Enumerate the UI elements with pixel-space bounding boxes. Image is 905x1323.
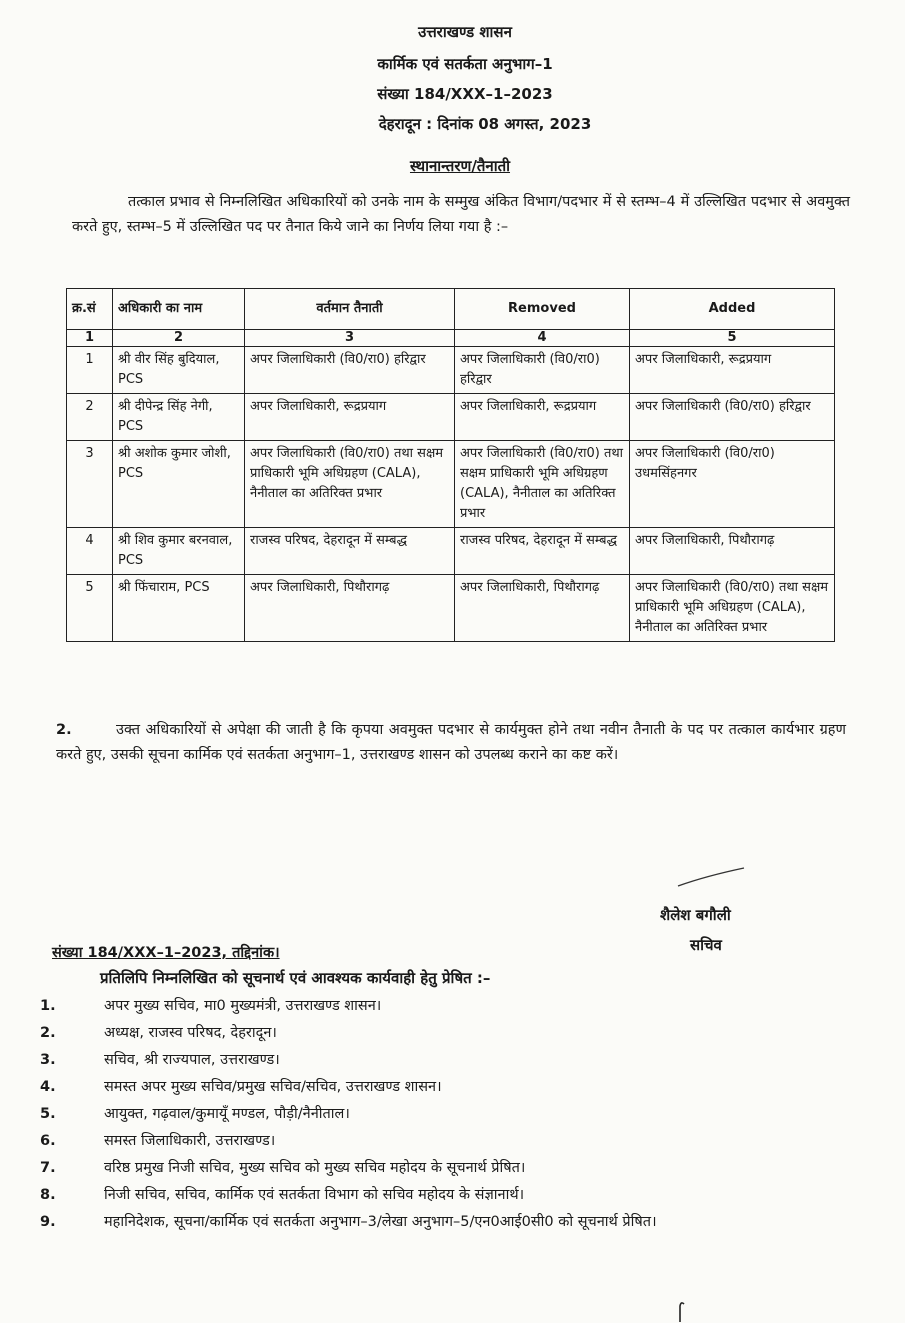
list-item-number: 8. [40,1187,56,1203]
header-sno: क्र.सं [67,289,113,330]
copy-intro: प्रतिलिपि निम्नलिखित को सूचनार्थ एवं आवश्यक कार्यवाही हेतु प्रेषित :– [100,969,491,987]
list-item [40,1104,840,1125]
paragraph-2-text: उक्त अधिकारियों से अपेक्षा की जाती है कि कृपया अवमुक्त पदभार से कार्यमुक्त होने तथा नवीन तैनाती के पद पर तत्काल कार्यभार ग्रहण करते हुए, उसकी सूचना कार्मिक एवं सतर्कता अनुभाग–1, उत्तराखण्ड शासन को उपलब्ध कराने का कष्ट करें। [56,722,846,763]
table-row [67,575,835,642]
table-row [67,347,835,394]
cell-removed: अपर जिलाधिकारी (वि0/रा0) तथा सक्षम प्राधिकारी भूमि अधिग्रहण (CALA), नैनीताल का अतिरिक्त प्रभार [455,441,630,528]
department-heading: कार्मिक एवं सतर्कता अनुभाग–1 [377,55,553,73]
copy-list [40,996,840,1239]
cell-current: अपर जिलाधिकारी, पिथौरागढ़ [245,575,455,642]
cell-sno: 2 [67,394,113,441]
list-item [40,1131,840,1152]
cell-sno: 3 [67,441,113,528]
cell-removed: अपर जिलाधिकारी, रूद्रप्रयाग [455,394,630,441]
transfer-table [66,288,835,642]
list-item [40,1185,840,1206]
header-added: Added [630,289,835,330]
list-item-number: 2. [40,1025,56,1041]
header-name: अधिकारी का नाम [113,289,245,330]
list-item-number: 1. [40,998,56,1014]
cell-removed: राजस्व परिषद, देहरादून में सम्बद्ध [455,528,630,575]
list-item-number: 6. [40,1133,56,1149]
list-item [40,996,840,1017]
cell-name: श्री वीर सिंह बुदियाल, PCS [113,347,245,394]
copy-reference: संख्या 184/XXX–1–2023, तद्दिनांक। [52,945,280,961]
place-date: देहरादून : दिनांक 08 अगस्त, 2023 [378,115,592,133]
cell-current: अपर जिलाधिकारी (वि0/रा0) तथा सक्षम प्राधिकारी भूमि अधिग्रहण (CALA), नैनीताल का अतिरिक्त प्रभार [245,441,455,528]
column-number: 3 [245,330,455,347]
signatory-designation: सचिव [690,936,722,954]
signatory-name: शैलेश बगौली [660,906,731,924]
list-item-number: 9. [40,1214,56,1230]
signature-mark [676,866,746,890]
list-item-number: 4. [40,1079,56,1095]
table-row [67,394,835,441]
cell-name: श्री दीपेन्द्र सिंह नेगी, PCS [113,394,245,441]
paragraph-2-number: 2. [56,722,72,738]
cell-current: अपर जिलाधिकारी, रूद्रप्रयाग [245,394,455,441]
cell-sno: 1 [67,347,113,394]
list-item [40,1158,840,1179]
list-item-number: 7. [40,1160,56,1176]
list-item-text: वरिष्ठ प्रमुख निजी सचिव, मुख्य सचिव को मुख्य सचिव महोदय के सूचनार्थ प्रेषित। [104,1160,526,1176]
cell-name: श्री अशोक कुमार जोशी, PCS [113,441,245,528]
column-number: 1 [67,330,113,347]
header-removed: Removed [455,289,630,330]
cell-sno: 4 [67,528,113,575]
column-number-row [67,330,835,347]
list-item-text: आयुक्त, गढ़वाल/कुमायूँ मण्डल, पौड़ी/नैनीताल। [104,1106,350,1122]
cell-current: राजस्व परिषद, देहरादून में सम्बद्ध [245,528,455,575]
cell-added: अपर जिलाधिकारी (वि0/रा0) उधमसिंहनगर [630,441,835,528]
government-heading: उत्तराखण्ड शासन [418,23,512,41]
cell-removed: अपर जिलाधिकारी, पिथौरागढ़ [455,575,630,642]
list-item-text: अध्यक्ष, राजस्व परिषद, देहरादून। [104,1025,277,1041]
subject-heading: स्थानान्तरण/तैनाती [409,157,511,175]
list-item-text: सचिव, श्री राज्यपाल, उत्तराखण्ड। [104,1052,280,1068]
intro-paragraph [72,190,850,240]
list-item-text: अपर मुख्य सचिव, मा0 मुख्यमंत्री, उत्तराखण्ड शासन। [104,998,382,1014]
list-item-text: महानिदेशक, सूचना/कार्मिक एवं सतर्कता अनुभाग–3/लेखा अनुभाग–5/एन0आई0सी0 को सूचनार्थ प्रेषित। [104,1214,657,1230]
cell-name: श्री शिव कुमार बरनवाल, PCS [113,528,245,575]
cell-added: अपर जिलाधिकारी, पिथौरागढ़ [630,528,835,575]
column-number: 4 [455,330,630,347]
page-edge-mark [670,1300,690,1322]
letter-number: संख्या 184/XXX–1–2023 [377,85,553,103]
list-item-number: 5. [40,1106,56,1122]
list-item-number: 3. [40,1052,56,1068]
cell-name: श्री फिंचाराम, PCS [113,575,245,642]
cell-added: अपर जिलाधिकारी (वि0/रा0) तथा सक्षम प्राधिकारी भूमि अधिग्रहण (CALA), नैनीताल का अतिरिक्त प्रभार [630,575,835,642]
cell-removed: अपर जिलाधिकारी (वि0/रा0) हरिद्वार [455,347,630,394]
intro-paragraph-text: तत्काल प्रभाव से निम्नलिखित अधिकारियों को उनके नाम के सम्मुख अंकित विभाग/पदभार में से स्तम्भ–4 में उल्लिखित पदभार से अवमुक्त करते हुए, स्तम्भ–5 में उल्लिखित पद पर तैनात किये जाने का निर्णय लिया गया है :– [72,194,850,235]
list-item [40,1077,840,1098]
table-row [67,441,835,528]
cell-sno: 5 [67,575,113,642]
paragraph-2 [56,718,846,768]
table-header-row [67,289,835,330]
list-item-text: समस्त अपर मुख्य सचिव/प्रमुख सचिव/सचिव, उत्तराखण्ड शासन। [104,1079,442,1095]
list-item-text: समस्त जिलाधिकारी, उत्तराखण्ड। [104,1133,276,1149]
list-item [40,1050,840,1071]
cell-added: अपर जिलाधिकारी (वि0/रा0) हरिद्वार [630,394,835,441]
cell-current: अपर जिलाधिकारी (वि0/रा0) हरिद्वार [245,347,455,394]
list-item [40,1023,840,1044]
cell-added: अपर जिलाधिकारी, रूद्रप्रयाग [630,347,835,394]
list-item [40,1212,840,1233]
table-row [67,528,835,575]
column-number: 5 [630,330,835,347]
header-current: वर्तमान तैनाती [245,289,455,330]
column-number: 2 [113,330,245,347]
list-item-text: निजी सचिव, सचिव, कार्मिक एवं सतर्कता विभाग को सचिव महोदय के संज्ञानार्थ। [104,1187,525,1203]
